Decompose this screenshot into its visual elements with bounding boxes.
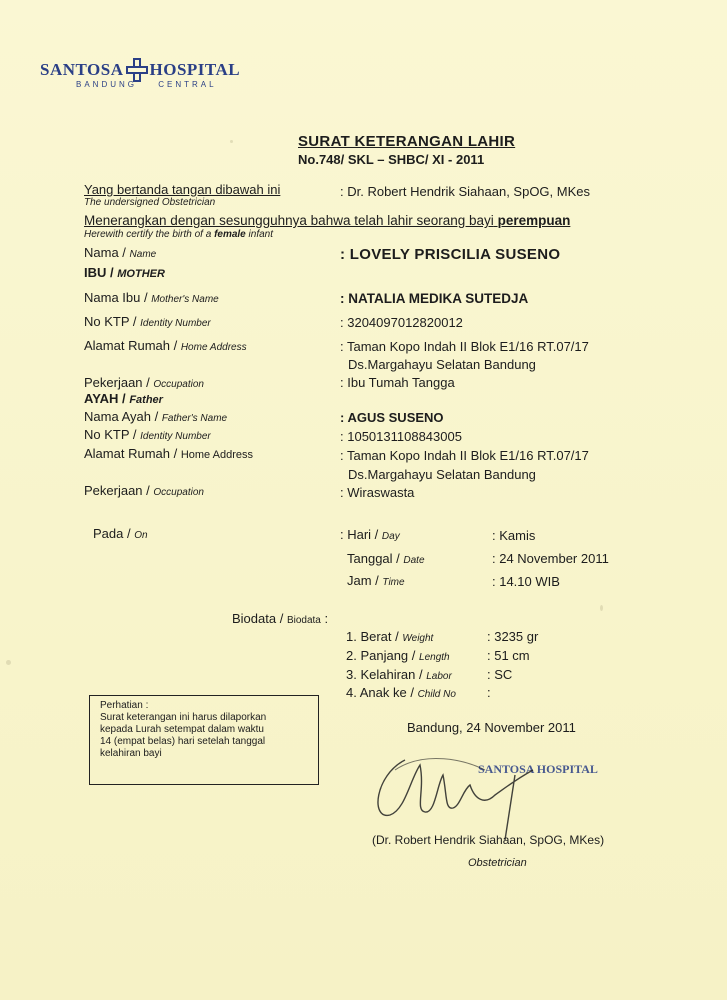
- mother-ktp-label-en: Identity Number: [140, 318, 211, 329]
- mother-address-line1-text: Taman Kopo Indah II Blok E1/16 RT.07/17: [347, 339, 589, 354]
- statement-en-gender: female: [214, 229, 246, 240]
- father-heading-id: AYAH /: [84, 391, 126, 406]
- mother-name-label-en: Mother's Name: [151, 294, 219, 305]
- birth-date-label-id: Tanggal /: [347, 551, 400, 566]
- father-address-line2: Ds.Margahayu Selatan Bandung: [348, 467, 536, 482]
- mother-job-label-id: Pekerjaan /: [84, 375, 150, 390]
- father-heading-en: Father: [129, 394, 163, 406]
- birth-time-label-en: Time: [382, 577, 405, 588]
- mother-job-value: : Ibu Tumah Tangga: [340, 375, 455, 390]
- biodata-length-value: : 51 cm: [487, 648, 530, 663]
- father-name-label: [84, 409, 227, 424]
- mother-address-label-en: Home Address: [180, 342, 247, 353]
- notice-line: kelahiran bayi: [100, 748, 162, 759]
- biodata-labor-value: : SC: [487, 667, 513, 682]
- biodata-label: Biodata / Biodata :: [232, 611, 329, 626]
- biodata-childno-label: [346, 685, 456, 700]
- biodata-weight-label: [346, 629, 433, 644]
- doctor-signature: [365, 740, 595, 840]
- mother-heading: [84, 265, 165, 280]
- mother-name-label-id: Nama Ibu /: [84, 290, 148, 305]
- birth-time-label-id: Jam /: [347, 573, 379, 588]
- mother-address-line1: : Taman Kopo Indah II Blok E1/16 RT.07/17: [340, 339, 589, 354]
- mother-job-label-en: Occupation: [153, 379, 204, 390]
- biodata-weight-label-en: Weight: [402, 633, 434, 644]
- mother-name-text: NATALIA MEDIKA SUTEDJA: [348, 291, 529, 306]
- mother-name-label: [84, 290, 219, 305]
- mother-ktp-text: 3204097012820012: [347, 315, 463, 330]
- mother-name-value: : NATALIA MEDIKA SUTEDJA: [340, 291, 529, 306]
- mother-ktp-label: [84, 314, 211, 329]
- hospital-stamp: SANTOSA HOSPITAL: [478, 762, 598, 776]
- mother-address-label: [84, 338, 247, 353]
- father-job-label: [84, 483, 204, 498]
- logo-name-left: SANTOSA: [40, 60, 124, 79]
- mother-ktp-value: : 3204097012820012: [340, 315, 463, 330]
- biodata-childno-value: :: [487, 685, 491, 700]
- statement-en-after: infant: [248, 229, 273, 240]
- biodata-labor-label: [346, 667, 452, 682]
- logo-sub-right: CENTRAL: [158, 80, 217, 89]
- biodata-labor-label-en: Labor: [426, 671, 452, 682]
- father-name-value: : AGUS SUSENO: [340, 410, 444, 425]
- father-ktp-text: 1050131108843005: [347, 429, 462, 444]
- father-address-line1-text: Taman Kopo Indah II Blok E1/16 RT.07/17: [347, 448, 589, 463]
- cross-icon: [126, 58, 148, 82]
- birth-time-label: [347, 573, 405, 588]
- biodata-childno-label-id: 4. Anak ke /: [346, 685, 414, 700]
- biodata-weight-label-id: 1. Berat /: [346, 629, 399, 644]
- father-ktp-label: [84, 427, 211, 442]
- biodata-length-label: [346, 648, 450, 663]
- undersigned-label-en: The undersigned Obstetrician: [84, 197, 216, 208]
- birth-day-value: : Kamis: [492, 528, 536, 543]
- mother-job-label: [84, 375, 204, 390]
- logo-name-right: HOSPITAL: [149, 60, 241, 79]
- mother-address-label-id: Alamat Rumah /: [84, 338, 178, 353]
- father-job-label-id: Pekerjaan /: [84, 483, 150, 498]
- father-address-label-en: Home Address: [180, 449, 253, 461]
- father-name-label-en: Father's Name: [161, 413, 228, 424]
- notice-title: Perhatian :: [100, 700, 149, 711]
- biodata-label-en: Biodata: [286, 615, 321, 626]
- paper-speck: [600, 605, 603, 611]
- birth-date-label-en: Date: [403, 555, 425, 566]
- statement-text-en: [84, 229, 273, 240]
- place-date: Bandung, 24 November 2011: [407, 720, 576, 735]
- biodata-weight-value: : 3235 gr: [487, 629, 539, 644]
- statement-text-before: Menerangkan dengan sesungguhnya bahwa telah lahir seorang bayi: [84, 213, 494, 228]
- birth-on-label-id: Pada /: [93, 526, 131, 541]
- mother-heading-id: IBU /: [84, 265, 114, 280]
- baby-name-value: : LOVELY PRISCILIA SUSENO: [340, 246, 561, 263]
- undersigned-label: Yang bertanda tangan dibawah ini: [84, 182, 281, 197]
- biodata-labor-label-id: 3. Kelahiran /: [346, 667, 423, 682]
- baby-name-text: LOVELY PRISCILIA SUSENO: [349, 246, 561, 263]
- father-address-label: [84, 446, 253, 461]
- mother-ktp-label-id: No KTP /: [84, 314, 137, 329]
- notice-line: Surat keterangan ini harus dilaporkan: [100, 712, 267, 723]
- statement-en-before: Herewith certify the birth of a: [84, 229, 212, 240]
- father-ktp-label-id: No KTP /: [84, 427, 137, 442]
- father-ktp-label-en: Identity Number: [140, 431, 211, 442]
- hospital-logo: [40, 58, 240, 89]
- biodata-length-label-id: 2. Panjang /: [346, 648, 416, 663]
- biodata-length-label-en: Length: [419, 652, 450, 663]
- father-job-text: Wiraswasta: [347, 485, 415, 500]
- biodata-label-id: Biodata /: [232, 611, 284, 626]
- signatory-name: (Dr. Robert Hendrik Siahaan, SpOG, MKes): [372, 833, 605, 847]
- biodata-childno-label-en: Child No: [417, 689, 456, 700]
- birth-day-label: : Hari / Day: [340, 527, 400, 542]
- statement-gender: perempuan: [497, 213, 571, 228]
- logo-sub-left: BANDUNG: [76, 80, 138, 89]
- mother-address-line2: Ds.Margahayu Selatan Bandung: [348, 357, 536, 372]
- document-title: SURAT KETERANGAN LAHIR: [298, 133, 516, 150]
- father-name-label-id: Nama Ayah /: [84, 409, 159, 424]
- birth-day-label-en: Day: [381, 531, 400, 542]
- statement-text: [84, 213, 570, 228]
- notice-line: 14 (empat belas) hari setelah tanggal: [100, 736, 266, 747]
- paper-speck: [6, 660, 11, 665]
- father-heading: [84, 391, 163, 406]
- birth-date-label: [347, 551, 425, 566]
- father-address-line1: : Taman Kopo Indah II Blok E1/16 RT.07/17: [340, 448, 589, 463]
- baby-name-label-en: Name: [129, 249, 157, 260]
- paper-speck: [230, 140, 233, 143]
- birth-day-label-id: Hari /: [347, 527, 379, 542]
- document-number: No.748/ SKL – SHBC/ XI - 2011: [298, 152, 485, 167]
- father-address-label-id: Alamat Rumah /: [84, 446, 178, 461]
- signatory-role: Obstetrician: [468, 857, 527, 869]
- father-name-text: AGUS SUSENO: [347, 410, 444, 425]
- baby-name-label-id: Nama /: [84, 245, 126, 260]
- mother-job-text: Ibu Tumah Tangga: [347, 375, 455, 390]
- father-ktp-value: : 1050131108843005: [340, 429, 462, 444]
- undersigned-value: : Dr. Robert Hendrik Siahaan, SpOG, MKes: [340, 184, 590, 199]
- birth-date-value: : 24 November 2011: [492, 551, 609, 566]
- birth-time-value: : 14.10 WIB: [492, 574, 560, 589]
- mother-heading-en: MOTHER: [117, 268, 165, 280]
- birth-on-label: [93, 526, 148, 541]
- baby-name-label: [84, 245, 156, 260]
- notice-line: kepada Lurah setempat dalam waktu: [100, 724, 264, 735]
- birth-on-label-en: On: [134, 530, 148, 541]
- notice-box: [89, 695, 319, 785]
- father-job-label-en: Occupation: [153, 487, 204, 498]
- father-job-value: : Wiraswasta: [340, 485, 415, 500]
